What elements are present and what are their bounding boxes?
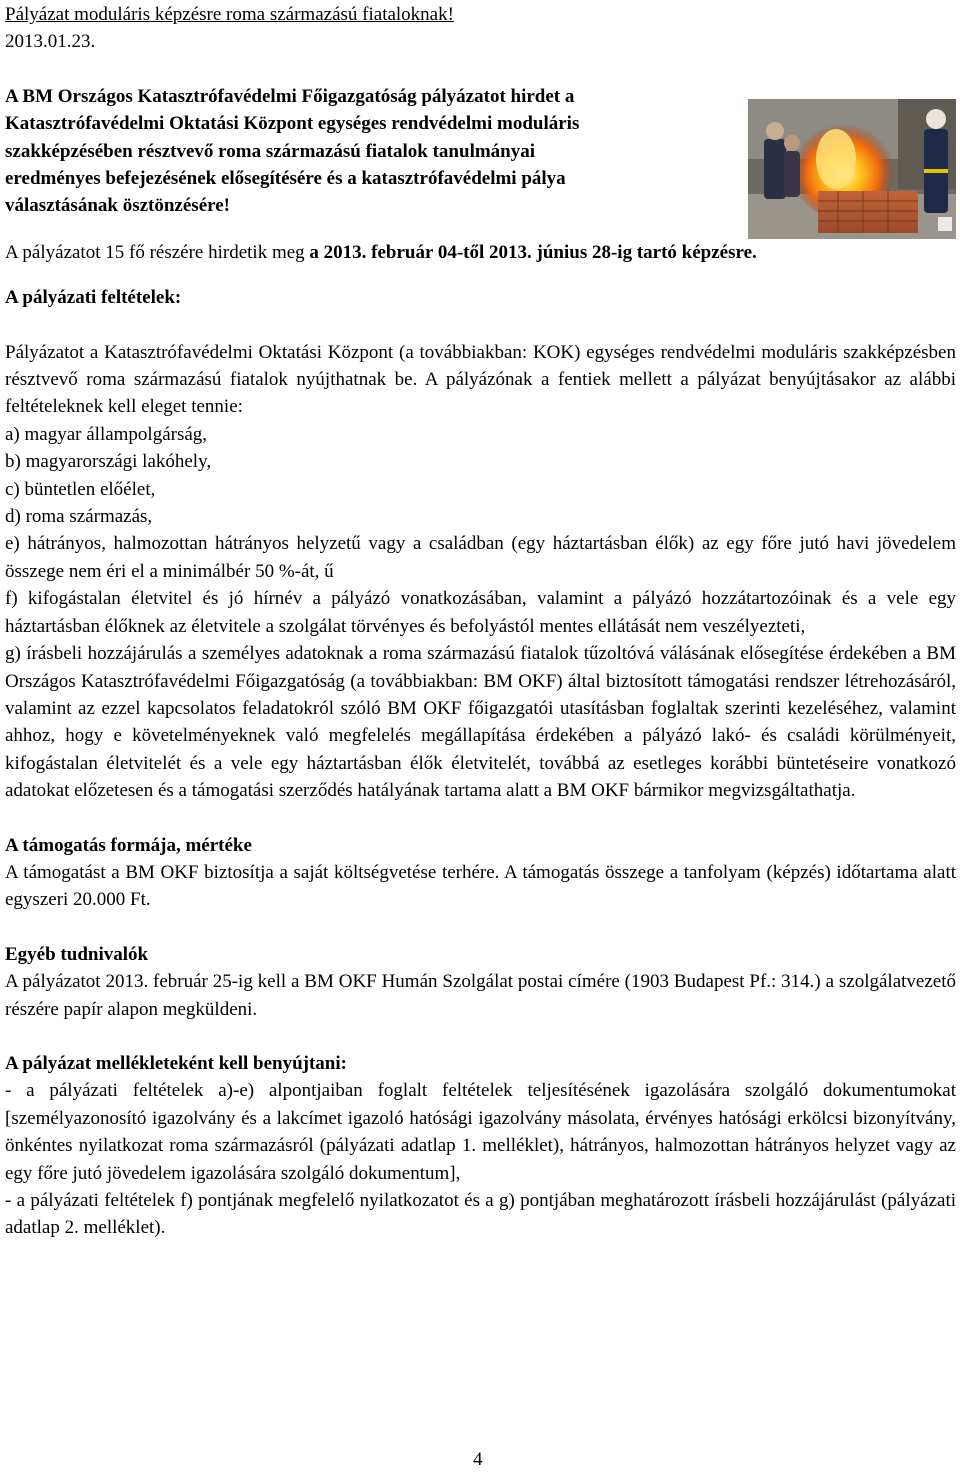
other-text: A pályázatot 2013. február 25-ig kell a BM OKF Humán Szolgálat postai címére (1903 Budapest Pf.: 314.) a szolgálatvezető részére papír alapon megküldeni. [5,971,956,1020]
condition-item: b) magyarországi lakóhely, [5,451,212,473]
condition-item: a) magyar állampolgárság, [5,423,208,445]
attachment-item: - a pályázati feltételek f) pontjának megfelelő nyilatkozatot és a g) pontjában meghatározott írásbeli hozzájárulást (pályázati adatlap 2. melléklet). [5,1190,956,1239]
intro-section [5,83,956,239]
conditions-paragraph: Pályázatot a Katasztrófavédelmi Oktatási Központ (a továbbiakban: KOK) egységes rendvédelmi moduláris szakképzésben résztvevő roma származású fiatalok nyújthatnak be. A pályázónak a fentiek mellett a pályázat benyújtásakor az alábbi feltételeknek kell eleget tennie: [5,341,956,418]
attachments-heading: A pályázat mellékleteként kell benyújtani: [5,1052,347,1074]
condition-item: e) hátrányos, halmozottan hátrányos helyzetű vagy a családban (egy háztartásban élők) az egy főre jutó havi jövedelem összege nem éri el a minimálbér 50 %-át, ű [5,533,956,582]
support-heading: A támogatás formája, mértéke [5,834,252,856]
condition-item: c) büntetlen előélet, [5,478,156,500]
page-number: 4 [473,1449,483,1470]
attachment-item: - a pályázati feltételek a)-e) alpontjaiban foglalt feltételek teljesítésének igazolására szolgáló dokumentumokat [személyazonosító igazolvány és a lakcímet igazoló hatósági igazolvány másolata, érvényes hatósági erkölcsi bizonyítvány, önkéntes nyilatkozat roma származásról (pályázati adatlap 1. melléklet), hátrányos, halmozottan hátrányos helyzet vagy az egy főre jutó jövedelem igazolására szolgáló dokumentum], [5,1080,956,1184]
intro-line: Katasztrófavédelmi Oktatási Központ egységes rendvédelmi moduláris [5,113,580,135]
firefighters-training-photo [748,99,956,239]
announcement-prefix: A pályázatot 15 fő részére hirdetik meg [5,241,310,263]
condition-item: d) roma származás, [5,506,153,528]
intro-text [5,83,748,220]
intro-line: választásának ösztönzésére! [5,195,230,217]
intro-line: A BM Országos Katasztrófavédelmi Főigazgatóság pályázatot hirdet a [5,85,575,107]
support-text: A támogatást a BM OKF biztosítja a saját költségvetése terhére. A támogatás összege a tanfolyam (képzés) időtartama alatt egyszeri 20.000 Ft. [5,861,956,911]
condition-item: f) kifogástalan életvitel és jó hírnév a pályázó vonatkozásában, valamint a pályázó hozzátartozóinak és a vele egy háztartásban élőknek az életvitele a szolgálat törvényes és befolyástól mentes ellátását nem veszélyezteti, [5,588,956,637]
announcement [5,239,956,266]
article-title-link[interactable]: Pályázat moduláris képzésre roma származású fiataloknak! [5,4,454,25]
intro-line: szakképzésében résztvevő roma származású fiatalok tanulmányai [5,140,536,162]
conditions-heading: A pályázati feltételek: [5,287,182,309]
announcement-dates: a 2013. február 04-től 2013. június 28-ig tartó képzésre. [309,241,757,263]
photo-image [748,99,956,239]
document-page [5,0,956,1242]
other-heading: Egyéb tudnivalók [5,943,149,965]
intro-line: eredményes befejezésének elősegítésére és a katasztrófavédelmi pálya [5,168,566,190]
condition-item: g) írásbeli hozzájárulás a személyes adatoknak a roma származású fiatalok tűzoltóvá válásának elősegítése érdekében a BM Országos Katasztrófavédelmi Főigazgatóság (a továbbiakban: BM OKF) által biztosított támogatási rendszer létrehozásáról, valamint az ezzel kapcsolatos feladatokról szóló BM OKF főigazgatói utasításban foglaltak szerinti kezeléséhez, valamint ahhoz, hogy e követelményeknek való megfelelés megállapítása érdekében a pályázó lakó- és családi körülményeit, kifogástalan életvitelét és a vele egy háztartásban élők életvitelét, továbbá az esetleges korábbi büntetéseire vonatkozó adatokat előzetesen és a támogatási szerződés hatályának tartama alatt a BM OKF bármikor megvizsgáltathatja. [5,643,956,802]
article-date: 2013.01.23. [5,31,96,53]
